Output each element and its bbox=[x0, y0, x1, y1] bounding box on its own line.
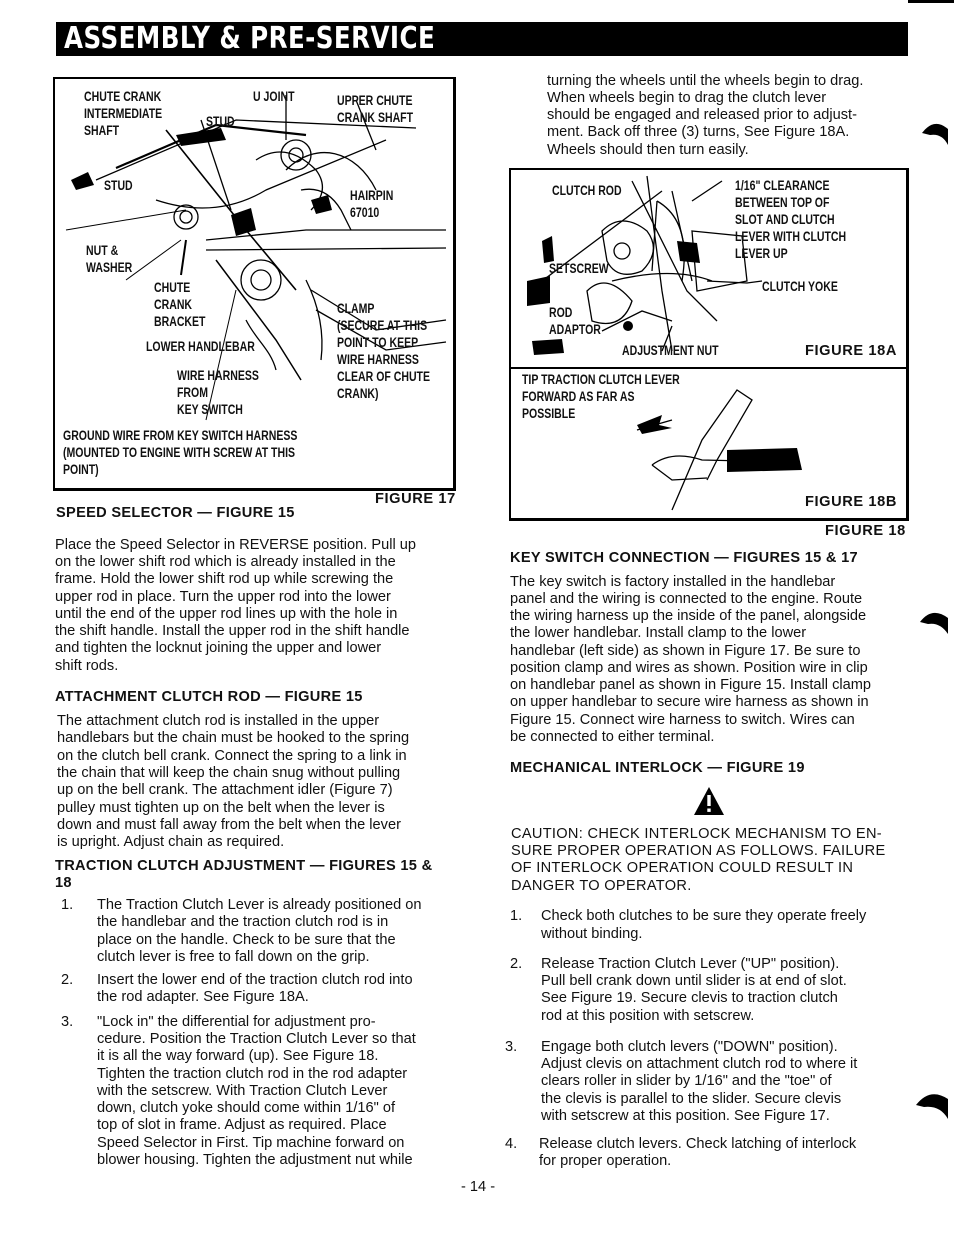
hole-punch-mark bbox=[920, 115, 950, 155]
top-rule bbox=[908, 0, 954, 3]
label-ground-wire: GROUND WIRE FROM KEY SWITCH HARNESS (MOUNTED TO ENGINE WITH SCREW AT THIS POINT) bbox=[63, 428, 298, 477]
section-banner bbox=[56, 22, 908, 56]
label-clutch-yoke: CLUTCH YOKE bbox=[762, 279, 838, 294]
hole-punch-mark bbox=[914, 1085, 950, 1127]
label-stud-top: STUD bbox=[206, 114, 235, 129]
figure-17-illustration bbox=[56, 80, 450, 485]
warning-icon bbox=[693, 786, 725, 816]
figure-18-divider bbox=[511, 367, 907, 369]
label-chute-crank-shaft: CHUTE CRANK INTERMEDIATE SHAFT bbox=[84, 89, 163, 138]
figure-17-caption: FIGURE 17 bbox=[375, 491, 456, 507]
heading-interlock: MECHANICAL INTERLOCK — FIGURE 19 bbox=[510, 760, 805, 776]
label-lower-handlebar: LOWER HANDLEBAR bbox=[146, 339, 255, 354]
label-u-joint: U JOINT bbox=[253, 89, 295, 104]
label-clamp: CLAMP (SECURE AT THIS POINT TO KEEP WIRE HARNESS CLEAR OF CHUTE CRANK) bbox=[337, 301, 431, 401]
heading-speed-selector: SPEED SELECTOR — FIGURE 15 bbox=[56, 505, 295, 521]
heading-attachment-clutch: ATTACHMENT CLUTCH ROD — FIGURE 15 bbox=[55, 689, 363, 705]
label-clutch-rod: CLUTCH ROD bbox=[552, 183, 622, 198]
label-chute-crank-bracket: CHUTE CRANK BRACKET bbox=[154, 280, 206, 329]
label-upper-chute-crank-shaft: UPPER CHUTE CRANK SHAFT bbox=[337, 93, 414, 125]
label-stud-left: STUD bbox=[104, 178, 133, 193]
figure-18a-caption: FIGURE 18A bbox=[805, 343, 897, 359]
figure-18-caption: FIGURE 18 bbox=[825, 523, 906, 539]
figure-18b-caption: FIGURE 18B bbox=[805, 494, 897, 510]
hole-punch-mark bbox=[918, 604, 950, 644]
label-wire-harness: WIRE HARNESS FROM KEY SWITCH bbox=[177, 368, 259, 417]
page-title: ASSEMBLY & PRE-SERVICE bbox=[64, 21, 436, 56]
label-adjustment-nut: ADJUSTMENT NUT bbox=[622, 343, 719, 358]
label-tip-lever: TIP TRACTION CLUTCH LEVER FORWARD AS FAR AS POSSIBLE bbox=[522, 372, 680, 421]
heading-key-switch: KEY SWITCH CONNECTION — FIGURES 15 & 17 bbox=[510, 550, 858, 566]
label-setscrew: SETSCREW bbox=[549, 261, 609, 276]
label-nut-washer: NUT & WASHER bbox=[86, 243, 133, 275]
label-clearance: 1/16" CLEARANCE BETWEEN TOP OF SLOT AND CLUTCH LEVER WITH CLUTCH LEVER UP bbox=[735, 178, 847, 261]
page-number: - 14 - bbox=[461, 1179, 496, 1195]
label-rod-adaptor: ROD ADAPTOR bbox=[549, 305, 601, 337]
label-hairpin: HAIRPIN 67010 bbox=[350, 188, 394, 220]
